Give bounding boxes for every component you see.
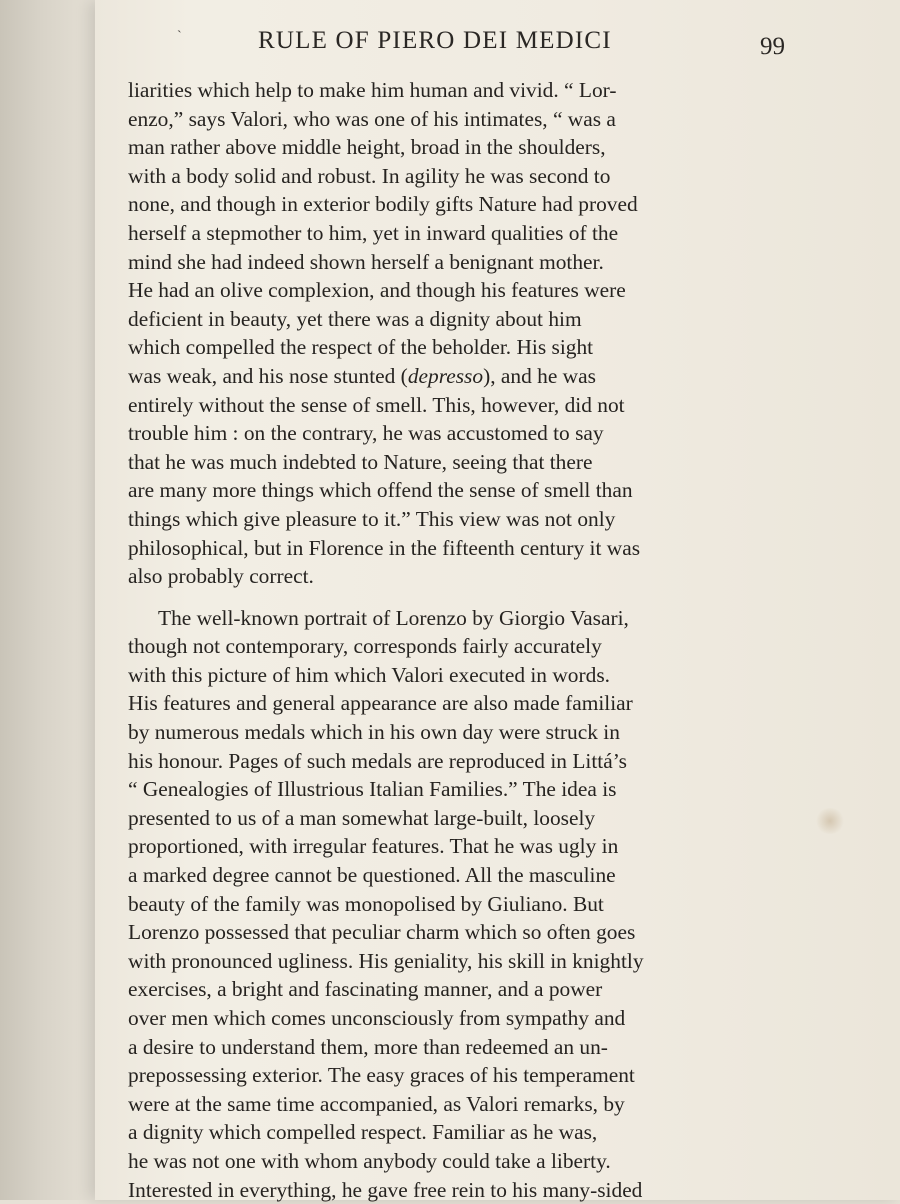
text-line: a marked degree cannot be questioned. All the masculine [128,863,616,888]
text-line: His features and general appearance are also made familiar [128,691,633,716]
text-line: which compelled the respect of the beholder. His sight [128,335,594,360]
text-line: things which give pleasure to it.” This view was not only [128,506,616,531]
paper-stain [815,808,845,834]
text-line: was weak, and his nose stunted (depresso), and he was [128,363,596,388]
paragraph-gap [128,591,788,604]
text-line: beauty of the family was monopolised by Giuliano. But [128,891,604,916]
text-line: with this picture of him which Valori executed in words. [128,662,610,687]
text-line: herself a stepmother to him, yet in inward qualities of the [128,220,619,245]
text-line: Interested in everything, he gave free rein to his many-sided [128,1177,643,1202]
text-line: “ Genealogies of Illustrious Italian Families.” The idea is [128,777,617,802]
text-line: The well-known portrait of Lorenzo by Giorgio Vasari, [158,605,629,630]
text-line: presented to us of a man somewhat large-built, loosely [128,805,596,830]
text-line: with pronounced ugliness. His geniality, his skill in knightly [128,948,644,973]
page-number: 99 [760,33,785,60]
text-line: liarities which help to make him human and vivid. “ Lor- [128,78,617,102]
text-line: a desire to understand them, more than redeemed an un- [128,1034,608,1059]
text-line: with a body solid and robust. In agility he was second to [128,163,611,188]
text-line: that he was much indebted to Nature, seeing that there [128,449,593,474]
text-line: none, and though in exterior bodily gifts Nature had proved [128,192,638,217]
text-line: prepossessing exterior. The easy graces of his temperament [128,1063,635,1088]
text-line: also probably correct. [128,564,314,589]
text-line: entirely without the sense of smell. This, however, did not [128,392,625,417]
text-line: enzo,” says Valori, who was one of his intimates, “ was a [128,106,616,131]
text-line: are many more things which offend the sense of smell than [128,478,633,503]
text-line: philosophical, but in Florence in the fifteenth century it was [128,535,641,560]
text-line: He had an olive complexion, and though his features were [128,278,626,303]
text-line: trouble him : on the contrary, he was accustomed to say [128,421,604,446]
text-line: deficient in beauty, yet there was a dignity about him [128,306,582,331]
text-line: exercises, a bright and fascinating manner, and a power [128,977,603,1002]
page-header [95,27,900,67]
italic-word: depresso [407,363,484,388]
text-line: he was not one with whom anybody could take a liberty. [128,1148,611,1173]
text-line: by numerous medals which in his own day were struck in [128,720,620,745]
text-line: though not contemporary, corresponds fairly accurately [128,634,602,659]
running-head: RULE OF PIERO DEI MEDICI [258,27,612,54]
text-line: over men which comes unconsciously from sympathy and [128,1006,626,1030]
printer-mark: ` [177,29,182,44]
text-line: his honour. Pages of such medals are reproduced in Littá’s [128,748,627,773]
body-text [128,76,788,1204]
paragraph-1 [128,76,788,591]
text-line: man rather above middle height, broad in the shoulders, [128,135,606,160]
text-line: Lorenzo possessed that peculiar charm which so often goes [128,920,636,945]
text-line: were at the same time accompanied, as Valori remarks, by [128,1091,625,1116]
text-line: a dignity which compelled respect. Familiar as he was, [128,1120,598,1145]
text-line: proportioned, with irregular features. That he was ugly in [128,834,619,859]
paragraph-2 [128,604,788,1204]
text-line: mind she had indeed shown herself a benignant mother. [128,249,604,274]
